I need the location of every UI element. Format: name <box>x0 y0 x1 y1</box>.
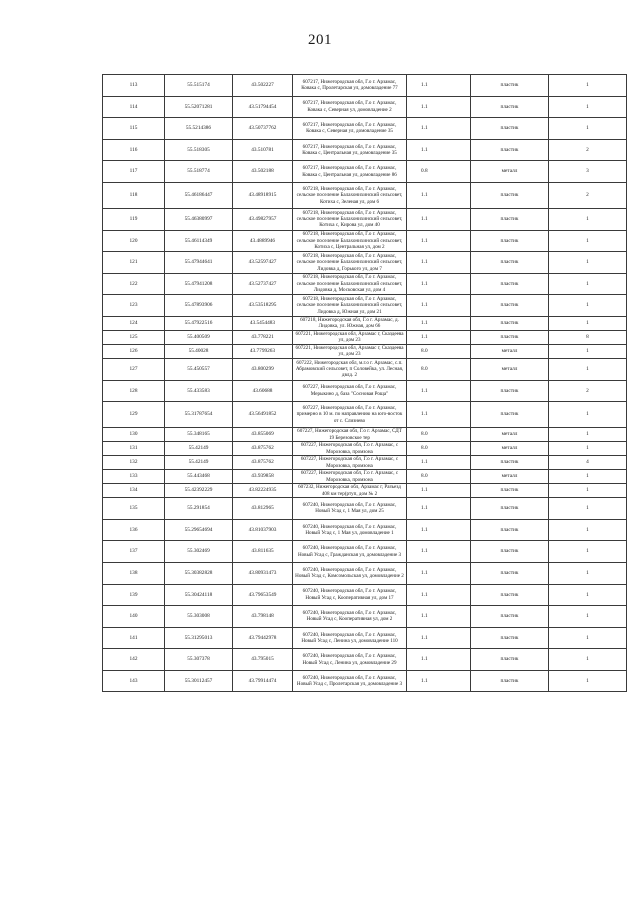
address-cell: 607240, Нижегородская обл, Г.о г. Арзамас, Новый Усад с, 1 Мая ул, домовладение 1 <box>293 519 407 541</box>
longitude-cell: 43.82224935 <box>233 484 293 498</box>
latitude-cell: 55.29654694 <box>165 519 233 541</box>
row-number-cell: 143 <box>103 670 165 692</box>
address-cell: 607240, Нижегородская обл, Г.о г. Арзамас, Новый Усад с, Кооперативная ул, дом 17 <box>293 584 407 606</box>
latitude-cell: 55.31787654 <box>165 402 233 428</box>
longitude-cell: 43.79914474 <box>233 670 293 692</box>
table-row <box>103 316 627 330</box>
address-cell: 607221, Нижегородская обл, Арзамас г, Сказдеева ул, дом 23 <box>293 344 407 358</box>
container-count-cell: 1 <box>549 484 627 498</box>
address-cell: 607222, Нижегородская обл, м.г.о г. Арзамас, с.п. Абрамовский сельсовет, п Соловейка, ул. Лесная, двлд. 2 <box>293 358 407 380</box>
address-cell: 607227, Нижегородская обл, Г.о г. Арзамас, Мерыкино д, база "Сосновая Роща" <box>293 380 407 402</box>
material-cell: пластик <box>471 402 549 428</box>
table-row <box>103 96 627 118</box>
longitude-cell: 43.855069 <box>233 428 293 442</box>
latitude-cell: 55.52071281 <box>165 96 233 118</box>
longitude-cell: 43.51794454 <box>233 96 293 118</box>
volume-cell: 1.1 <box>407 670 471 692</box>
material-cell: металл <box>471 358 549 380</box>
longitude-cell: 43.502188 <box>233 161 293 183</box>
address-cell: 607218, Нижегородская обл, Г.о г. Арзамас, сельское поселение Балахонихинский сельсовет, Котиха с, Зеленая ул, дом 6 <box>293 182 407 208</box>
address-cell: 607227, Нижегородская обл, Г.о г. Арзамас, с Морозовка, промзона <box>293 442 407 456</box>
container-count-cell: 1 <box>549 562 627 584</box>
row-number-cell: 136 <box>103 519 165 541</box>
address-cell: 607240, Нижегородская обл, Г.о г. Арзамас, Новый Усад с, Ленина ул, домовладение 29 <box>293 649 407 671</box>
address-cell: 607217, Нижегородская обл, Г.о г. Арзамас, Ковака с, Северная ул, домовладение 2 <box>293 96 407 118</box>
table-row <box>103 456 627 470</box>
container-count-cell: 1 <box>549 344 627 358</box>
container-count-cell: 1 <box>549 273 627 295</box>
latitude-cell: 55.5214386 <box>165 118 233 140</box>
table-row <box>103 627 627 649</box>
row-number-cell: 115 <box>103 118 165 140</box>
table-row <box>103 541 627 563</box>
volume-cell: 1.1 <box>407 380 471 402</box>
latitude-cell: 55.47944641 <box>165 252 233 274</box>
row-number-cell: 137 <box>103 541 165 563</box>
latitude-cell: 55.42149 <box>165 456 233 470</box>
container-sites-table <box>102 74 627 692</box>
container-count-cell: 1 <box>549 208 627 230</box>
longitude-cell: 43.52737427 <box>233 273 293 295</box>
container-count-cell: 1 <box>549 606 627 628</box>
material-cell: металл <box>471 344 549 358</box>
latitude-cell: 55.450557 <box>165 358 233 380</box>
latitude-cell: 55.47922516 <box>165 316 233 330</box>
container-count-cell: 1 <box>549 442 627 456</box>
material-cell: пластик <box>471 584 549 606</box>
container-count-cell: 1 <box>549 428 627 442</box>
table-row <box>103 584 627 606</box>
material-cell: пластик <box>471 484 549 498</box>
longitude-cell: 43.875762 <box>233 442 293 456</box>
volume-cell: 1.1 <box>407 230 471 252</box>
container-count-cell: 1 <box>549 295 627 317</box>
address-cell: 607221, Нижегородская обл, Арзамас г, Сказдеева ул, дом 23 <box>293 330 407 344</box>
volume-cell: 0.8 <box>407 161 471 183</box>
container-count-cell: 3 <box>549 161 627 183</box>
container-count-cell: 1 <box>549 75 627 97</box>
longitude-cell: 43.53518295 <box>233 295 293 317</box>
latitude-cell: 55.40028 <box>165 344 233 358</box>
container-count-cell: 1 <box>549 519 627 541</box>
volume-cell: 1.1 <box>407 208 471 230</box>
row-number-cell: 126 <box>103 344 165 358</box>
address-cell: 607240, Нижегородская обл, Г.о г. Арзамас, Новый Усад с, Комсомольская ул, домовладение 2 <box>293 562 407 584</box>
latitude-cell: 55.46186447 <box>165 182 233 208</box>
table-row <box>103 295 627 317</box>
material-cell: пластик <box>471 230 549 252</box>
longitude-cell: 43.778221 <box>233 330 293 344</box>
latitude-cell: 55.307378 <box>165 649 233 671</box>
container-count-cell: 1 <box>549 584 627 606</box>
longitude-cell: 43.49827957 <box>233 208 293 230</box>
address-cell: 607218, Нижегородская обл, Г.о г. Арзамас, сельское поселение Балахонихинский сельсовет, Котиха с, Центральная ул, дом 2 <box>293 230 407 252</box>
address-cell: 607232, Нижегородская обл, Арзамас г, Разъезд 408 км тер(ртуп, дом № 2 <box>293 484 407 498</box>
table-row <box>103 273 627 295</box>
table-row <box>103 75 627 97</box>
table-row <box>103 428 627 442</box>
container-count-cell: 1 <box>549 358 627 380</box>
address-cell: 607227, Нижегородская обл, Г.о г. Арзамас, СДТ 19 Березовское тер <box>293 428 407 442</box>
volume-cell: 1.1 <box>407 252 471 274</box>
address-cell: 607227, Нижегородская обл, Г.о г. Арзамас, примерно в 10 м. по направлению на юго-восток от с. Слизнево <box>293 402 407 428</box>
volume-cell: 1.1 <box>407 627 471 649</box>
material-cell: пластик <box>471 182 549 208</box>
material-cell: металл <box>471 442 549 456</box>
material-cell: пластик <box>471 562 549 584</box>
longitude-cell: 43.79442978 <box>233 627 293 649</box>
table-row <box>103 344 627 358</box>
container-count-cell: 2 <box>549 139 627 161</box>
address-cell: 607240, Нижегородская обл, Г.о г. Арзамас, Новый Усад с, Кооперативная ул, дом 2 <box>293 606 407 628</box>
container-count-cell: 1 <box>549 627 627 649</box>
volume-cell: 1.1 <box>407 96 471 118</box>
container-count-cell: 1 <box>549 498 627 520</box>
volume-cell: 1.1 <box>407 649 471 671</box>
volume-cell: 1.1 <box>407 456 471 470</box>
volume-cell: 1.1 <box>407 75 471 97</box>
page-number: 201 <box>308 32 332 48</box>
table-row <box>103 606 627 628</box>
material-cell: пластик <box>471 541 549 563</box>
longitude-cell: 43.79653549 <box>233 584 293 606</box>
material-cell: пластик <box>471 670 549 692</box>
longitude-cell: 43.800299 <box>233 358 293 380</box>
address-cell: 607217, Нижегородская обл, Г.о г. Арзамас, Ковака с, Центральная ул, домовладение 86 <box>293 161 407 183</box>
material-cell: металл <box>471 161 549 183</box>
row-number-cell: 116 <box>103 139 165 161</box>
table-row <box>103 562 627 584</box>
longitude-cell: 43.52597427 <box>233 252 293 274</box>
container-count-cell: 1 <box>549 118 627 140</box>
volume-cell: 1.1 <box>407 182 471 208</box>
container-count-cell: 1 <box>549 649 627 671</box>
table-row <box>103 519 627 541</box>
row-number-cell: 114 <box>103 96 165 118</box>
table-row <box>103 182 627 208</box>
material-cell: пластик <box>471 96 549 118</box>
address-cell: 607240, Нижегородская обл, Г.о г. Арзамас, Новый Усад с, Пролетарская ул, домовладение 3 <box>293 670 407 692</box>
material-cell: пластик <box>471 273 549 295</box>
container-count-cell: 1 <box>549 470 627 484</box>
row-number-cell: 120 <box>103 230 165 252</box>
table-row <box>103 358 627 380</box>
volume-cell: 1.1 <box>407 273 471 295</box>
row-number-cell: 122 <box>103 273 165 295</box>
volume-cell: 1.1 <box>407 139 471 161</box>
container-count-cell: 1 <box>549 230 627 252</box>
longitude-cell: 43.939858 <box>233 470 293 484</box>
longitude-cell: 43.48918915 <box>233 182 293 208</box>
material-cell: пластик <box>471 519 549 541</box>
table-row <box>103 484 627 498</box>
volume-cell: 8.0 <box>407 428 471 442</box>
volume-cell: 1.1 <box>407 402 471 428</box>
row-number-cell: 123 <box>103 295 165 317</box>
row-number-cell: 141 <box>103 627 165 649</box>
latitude-cell: 55.30382828 <box>165 562 233 584</box>
container-count-cell: 1 <box>549 670 627 692</box>
latitude-cell: 55.47941208 <box>165 273 233 295</box>
material-cell: металл <box>471 470 549 484</box>
material-cell: пластик <box>471 208 549 230</box>
material-cell: пластик <box>471 295 549 317</box>
material-cell: пластик <box>471 316 549 330</box>
container-count-cell: 1 <box>549 316 627 330</box>
address-cell: 607217, Нижегородская обл, Г.о г. Арзамас, Ковака с, Пролетарская ул, домовладение 77 <box>293 75 407 97</box>
volume-cell: 1.1 <box>407 519 471 541</box>
volume-cell: 1.1 <box>407 316 471 330</box>
latitude-cell: 55.30112457 <box>165 670 233 692</box>
row-number-cell: 134 <box>103 484 165 498</box>
latitude-cell: 55.303008 <box>165 606 233 628</box>
longitude-cell: 43.7799263 <box>233 344 293 358</box>
longitude-cell: 43.812965 <box>233 498 293 520</box>
latitude-cell: 55.348165 <box>165 428 233 442</box>
row-number-cell: 127 <box>103 358 165 380</box>
table-row <box>103 118 627 140</box>
row-number-cell: 131 <box>103 442 165 456</box>
latitude-cell: 55.42149 <box>165 442 233 456</box>
address-cell: 607240, Нижегородская обл, Г.о г. Арзамас, Новый Усад с, Ленина ул, домовладение 110 <box>293 627 407 649</box>
row-number-cell: 125 <box>103 330 165 344</box>
volume-cell: 1.1 <box>407 541 471 563</box>
volume-cell: 8.0 <box>407 442 471 456</box>
longitude-cell: 43.4889946 <box>233 230 293 252</box>
longitude-cell: 43.56491852 <box>233 402 293 428</box>
table-row <box>103 230 627 252</box>
longitude-cell: 43.798148 <box>233 606 293 628</box>
address-cell: 607218, Нижегородская обл, Г.о г. Арзамас, сельское поселение Балахонихинский сельсовет, Лидовка д, Московская ул, дом 4 <box>293 273 407 295</box>
row-number-cell: 121 <box>103 252 165 274</box>
latitude-cell: 55.518774 <box>165 161 233 183</box>
container-count-cell: 2 <box>549 182 627 208</box>
container-count-cell: 8 <box>549 330 627 344</box>
latitude-cell: 55.42392229 <box>165 484 233 498</box>
longitude-cell: 43.50737762 <box>233 118 293 140</box>
latitude-cell: 55.291854 <box>165 498 233 520</box>
address-cell: 607218, Нижегородская обл, Г.о г. Арзамас, сельское поселение Балахонихинский сельсовет, Лидовка д, Южная ул, дом 21 <box>293 295 407 317</box>
latitude-cell: 55.30424118 <box>165 584 233 606</box>
container-count-cell: 1 <box>549 402 627 428</box>
container-count-cell: 1 <box>549 96 627 118</box>
table-row <box>103 470 627 484</box>
address-cell: 607227, Нижегородская обл, Г.о г. Арзамас, с Морозовка, промзона <box>293 470 407 484</box>
row-number-cell: 119 <box>103 208 165 230</box>
address-cell: 607218, Нижегородская обл, Г.о г. Арзамас, сельское поселение Балахонихинский сельсовет, Котиха с, Кирова ул, дом 40 <box>293 208 407 230</box>
latitude-cell: 55.47893906 <box>165 295 233 317</box>
volume-cell: 1.1 <box>407 562 471 584</box>
table-row <box>103 252 627 274</box>
row-number-cell: 118 <box>103 182 165 208</box>
longitude-cell: 43.795015 <box>233 649 293 671</box>
longitude-cell: 43.502227 <box>233 75 293 97</box>
material-cell: пластик <box>471 498 549 520</box>
material-cell: металл <box>471 428 549 442</box>
table-row <box>103 139 627 161</box>
longitude-cell: 43.5454483 <box>233 316 293 330</box>
material-cell: пластик <box>471 252 549 274</box>
row-number-cell: 128 <box>103 380 165 402</box>
row-number-cell: 132 <box>103 456 165 470</box>
latitude-cell: 55.443468 <box>165 470 233 484</box>
row-number-cell: 142 <box>103 649 165 671</box>
row-number-cell: 135 <box>103 498 165 520</box>
volume-cell: 1.1 <box>407 295 471 317</box>
material-cell: пластик <box>471 380 549 402</box>
row-number-cell: 129 <box>103 402 165 428</box>
row-number-cell: 138 <box>103 562 165 584</box>
volume-cell: 8.0 <box>407 358 471 380</box>
material-cell: пластик <box>471 606 549 628</box>
row-number-cell: 139 <box>103 584 165 606</box>
latitude-cell: 55.46114349 <box>165 230 233 252</box>
table-row <box>103 498 627 520</box>
volume-cell: 8.0 <box>407 344 471 358</box>
row-number-cell: 113 <box>103 75 165 97</box>
material-cell: пластик <box>471 456 549 470</box>
volume-cell: 1.1 <box>407 584 471 606</box>
container-count-cell: 1 <box>549 252 627 274</box>
table-row <box>103 380 627 402</box>
table-row <box>103 670 627 692</box>
material-cell: пластик <box>471 118 549 140</box>
table-row <box>103 208 627 230</box>
row-number-cell: 140 <box>103 606 165 628</box>
material-cell: пластик <box>471 139 549 161</box>
address-cell: 607218, Нижегородская обл, Г.о г. Арзамас, сельское поселение Балахонихинский сельсовет, Лидовка д, Горького ул, дом 7 <box>293 252 407 274</box>
address-cell: 607240, Нижегородская обл, Г.о г. Арзамас, Новый Усад с, Гражданская ул, домовладение 3 <box>293 541 407 563</box>
volume-cell: 1.1 <box>407 484 471 498</box>
latitude-cell: 55.302469 <box>165 541 233 563</box>
address-cell: 607217, Нижегородская обл, Г.о г. Арзамас, Ковака с, Северная ул, домовладение 35 <box>293 118 407 140</box>
longitude-cell: 43.510781 <box>233 139 293 161</box>
volume-cell: 1.1 <box>407 118 471 140</box>
table-row <box>103 161 627 183</box>
volume-cell: 1.1 <box>407 330 471 344</box>
address-cell: 607227, Нижегородская обл, Г.о г. Арзамас, с Морозовка, промзона <box>293 456 407 470</box>
row-number-cell: 124 <box>103 316 165 330</box>
longitude-cell: 43.80931473 <box>233 562 293 584</box>
container-count-cell: 4 <box>549 456 627 470</box>
longitude-cell: 43.811635 <box>233 541 293 563</box>
volume-cell: 1.1 <box>407 498 471 520</box>
longitude-cell: 43.875762 <box>233 456 293 470</box>
latitude-cell: 55.433583 <box>165 380 233 402</box>
container-count-cell: 1 <box>549 541 627 563</box>
address-cell: 607240, Нижегородская обл, Г.о г. Арзамас, Новый Усад с, 1 Мая ул, дом 25 <box>293 498 407 520</box>
row-number-cell: 133 <box>103 470 165 484</box>
longitude-cell: 43.60688 <box>233 380 293 402</box>
volume-cell: 8.0 <box>407 470 471 484</box>
material-cell: пластик <box>471 627 549 649</box>
volume-cell: 1.1 <box>407 606 471 628</box>
material-cell: пластик <box>471 330 549 344</box>
container-count-cell: 2 <box>549 380 627 402</box>
table-row <box>103 330 627 344</box>
material-cell: пластик <box>471 75 549 97</box>
table-row <box>103 402 627 428</box>
latitude-cell: 55.515174 <box>165 75 233 97</box>
row-number-cell: 117 <box>103 161 165 183</box>
latitude-cell: 55.400509 <box>165 330 233 344</box>
table-row <box>103 649 627 671</box>
table-row <box>103 442 627 456</box>
latitude-cell: 55.31295013 <box>165 627 233 649</box>
material-cell: пластик <box>471 649 549 671</box>
longitude-cell: 43.81037903 <box>233 519 293 541</box>
row-number-cell: 130 <box>103 428 165 442</box>
latitude-cell: 55.518305 <box>165 139 233 161</box>
address-cell: 607218, Нижегородская обл, Г.о г. Арзамас, д. Лидовка, ул. Южная, дом 66 <box>293 316 407 330</box>
latitude-cell: 55.46380997 <box>165 208 233 230</box>
address-cell: 607217, Нижегородская обл, Г.о г. Арзамас, Ковака с, Центральная ул, домовладение 35 <box>293 139 407 161</box>
